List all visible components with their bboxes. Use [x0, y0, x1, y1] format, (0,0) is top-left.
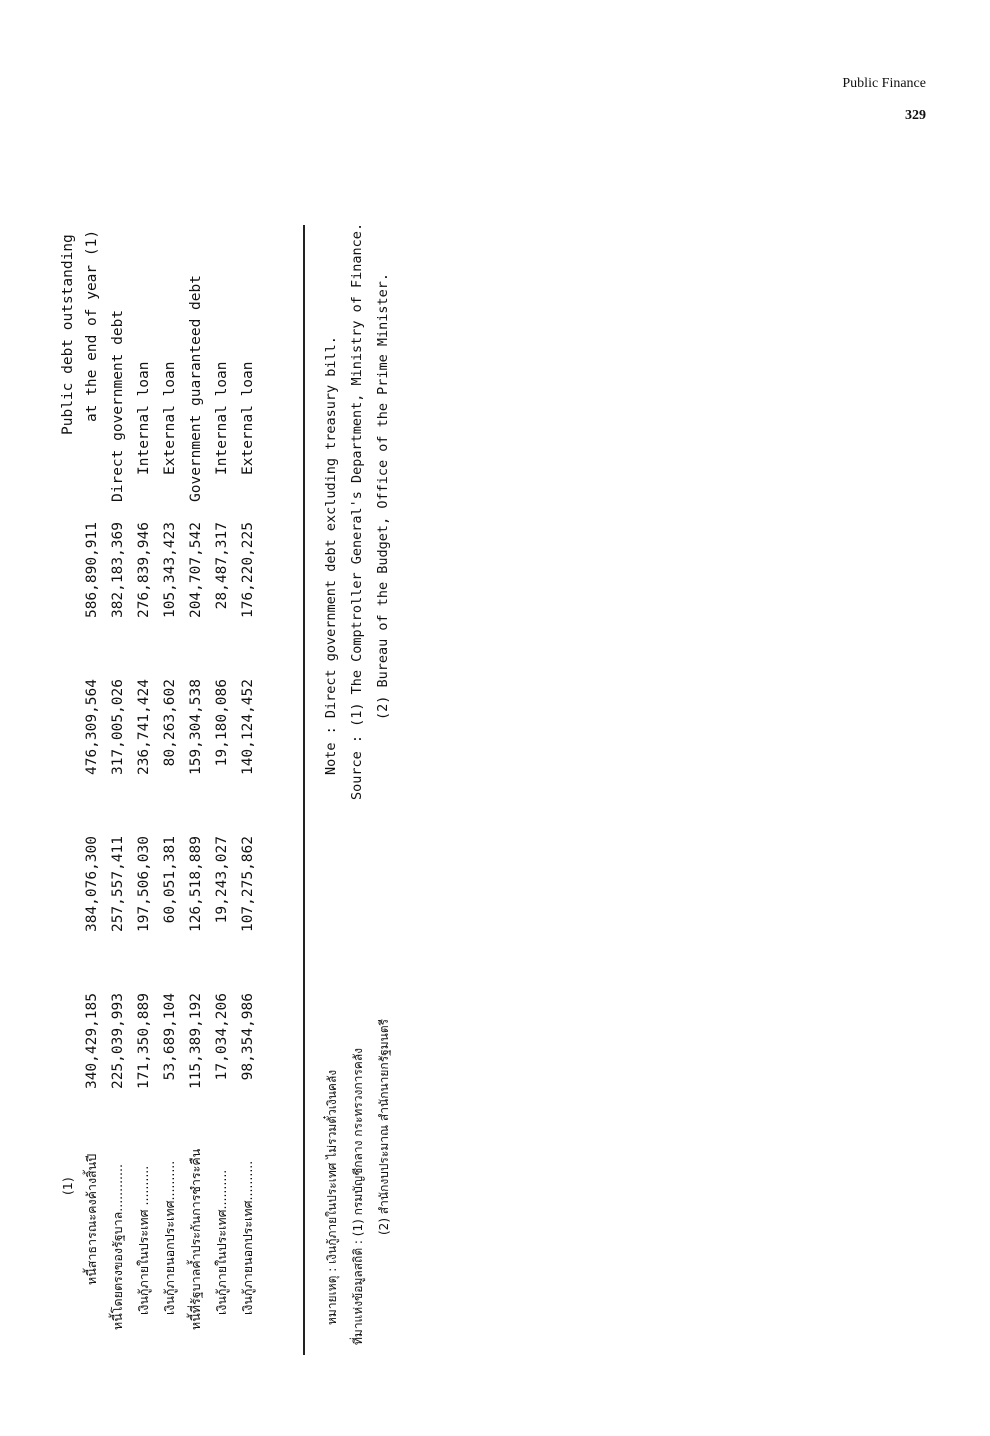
row-en-label: Direct government debt [110, 309, 126, 502]
cell-value: 28,487,317 [214, 522, 230, 610]
cell-value: 107,275,862 [240, 836, 256, 933]
title-row-1 [55, 155, 81, 1355]
cell-value: 382,183,369 [110, 522, 126, 619]
en-title-line1: Public debt outstanding [60, 234, 76, 435]
cell-value: 171,350,889 [136, 993, 152, 1090]
cell-value: 105,343,423 [162, 522, 178, 619]
row-en-label: Government guaranteed debt [188, 275, 204, 502]
row-en-label: Internal loan [136, 361, 152, 475]
cell-value: 340,429,185 [84, 993, 100, 1090]
table-row [131, 155, 157, 1355]
cell-value: 140,124,452 [240, 679, 256, 776]
table-row [79, 155, 105, 1355]
row-thai-label: เงินกู้ภายในประเทศ.......... [214, 1169, 229, 1315]
row-thai-label: หนี้ที่รัฐบาลค้ำประกันการชำระคืน [188, 1148, 203, 1330]
table-bottom-rule [303, 225, 305, 1355]
rotated-table-block [55, 155, 391, 1355]
cell-value: 204,707,542 [188, 522, 204, 619]
row-thai-label: หนี้สาธารณะคงค้างสิ้นปี [84, 1153, 99, 1285]
cell-value: 257,557,411 [110, 836, 126, 933]
cell-value: 236,741,424 [136, 679, 152, 776]
cell-value: 80,263,602 [162, 679, 178, 767]
row-thai-label: เงินกู้ภายในประเทศ .......... [136, 1165, 151, 1315]
cell-value: 60,051,381 [162, 836, 178, 924]
section-title: Public Finance [842, 76, 926, 91]
cell-value: 197,506,030 [136, 836, 152, 933]
table-row [183, 155, 209, 1355]
en-note: Note : Direct government debt excluding treasury bill. [323, 336, 339, 775]
cell-value: 317,005,026 [110, 679, 126, 776]
row-en-label: External loan [240, 361, 256, 475]
cell-value: 225,039,993 [110, 993, 126, 1090]
row-en-label: Internal loan [214, 361, 230, 475]
cell-value: 19,243,027 [214, 836, 230, 924]
en-source-1: Source : (1) The Comptroller General's Department, Ministry of Finance. [349, 222, 365, 800]
thai-footnote-ref: (1) [60, 1177, 75, 1195]
cell-value: 476,309,564 [84, 679, 100, 776]
thai-source-1: ที่มาแห่งข้อมูลสถิติ : (1) กรมบัญชีกลาง กระทรวงการคลัง [351, 1047, 365, 1345]
cell-value: 98,354,986 [240, 993, 256, 1081]
row-thai-label: เงินกู้ภายนอกประเทศ.......... [162, 1160, 177, 1315]
row-thai-label: เงินกู้ภายนอกประเทศ.......... [240, 1160, 255, 1315]
cell-value: 19,180,086 [214, 679, 230, 767]
page-number: 329 [905, 108, 926, 123]
thai-source-2: (2) สำนักงบประมาณ สำนักนายกรัฐมนตรี [377, 1018, 391, 1235]
table-row [209, 155, 235, 1355]
cell-value: 115,389,192 [188, 993, 204, 1090]
cell-value: 176,220,225 [240, 522, 256, 619]
en-source-2: (2) Bureau of the Budget, Office of the Prime Minister. [375, 272, 391, 720]
table-row [235, 155, 261, 1355]
row-en-label: External loan [162, 361, 178, 475]
table-row [105, 155, 131, 1355]
cell-value: 17,034,206 [214, 993, 230, 1081]
cell-value: 276,839,946 [136, 522, 152, 619]
cell-value: 384,076,300 [84, 836, 100, 933]
cell-value: 53,689,104 [162, 993, 178, 1081]
row-thai-label: หนี้โดยตรงของรัฐบาล............ [110, 1164, 125, 1330]
cell-value: 126,518,889 [188, 836, 204, 933]
cell-value: 159,304,538 [188, 679, 204, 776]
thai-note: หมายเหตุ : เงินกู้ภายในประเทศ ไม่รวมตั๋วเงินคลัง [325, 1069, 339, 1325]
en-title-line2: at the end of year (1) [84, 229, 100, 422]
cell-value: 586,890,911 [84, 522, 100, 619]
table-row [157, 155, 183, 1355]
